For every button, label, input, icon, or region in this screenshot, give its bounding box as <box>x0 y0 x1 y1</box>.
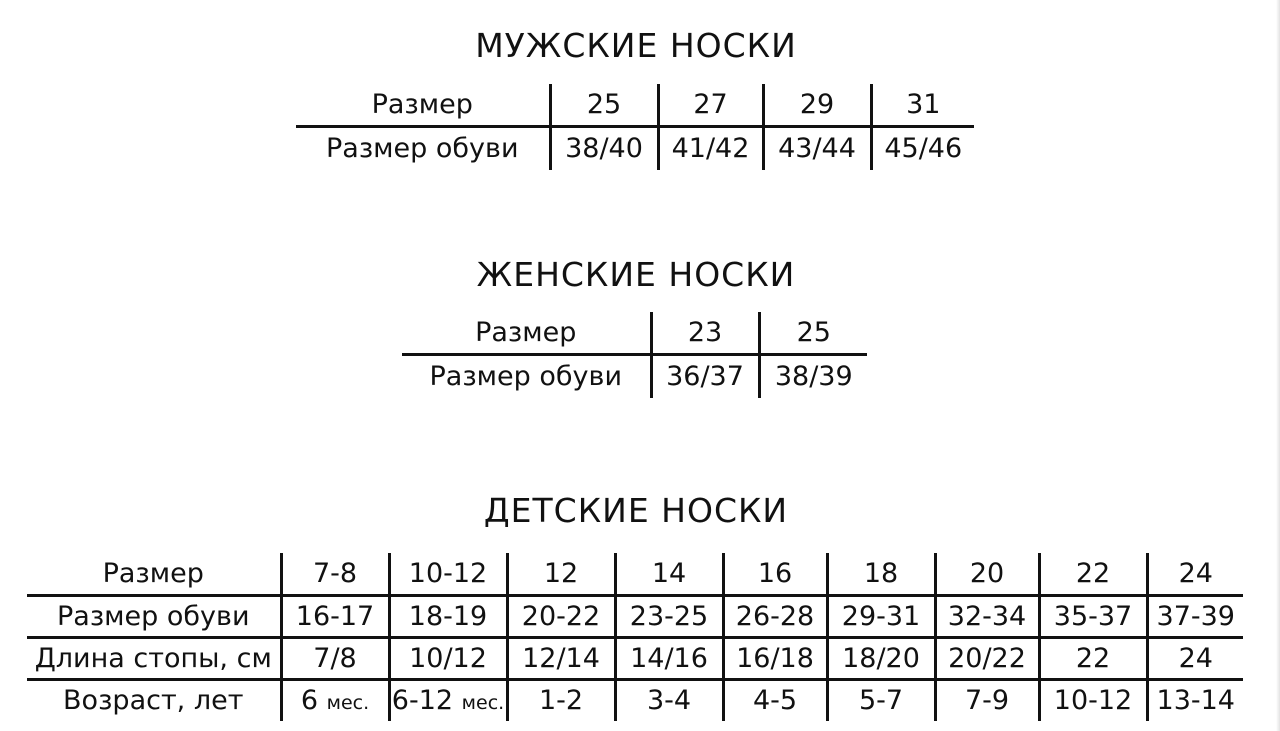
table-row <box>27 595 1243 637</box>
shoe-size-cell: 32-34 <box>935 595 1039 637</box>
age-cell: 3-4 <box>615 679 723 721</box>
foot-length-cell: 16/18 <box>723 637 827 679</box>
age-value: 6 <box>300 685 319 717</box>
age-cell: 10-12 <box>1039 679 1147 721</box>
size-cell: 23 <box>651 312 759 354</box>
size-cell: 20 <box>935 553 1039 595</box>
size-cell: 14 <box>615 553 723 595</box>
page-edge-shadow <box>1276 0 1280 731</box>
row-label: Размер <box>402 312 651 354</box>
shoe-size-cell: 45/46 <box>871 126 974 170</box>
size-cell: 12 <box>507 553 615 595</box>
foot-length-cell: 14/16 <box>615 637 723 679</box>
size-cell: 25 <box>759 312 867 354</box>
shoe-size-cell: 23-25 <box>615 595 723 637</box>
foot-length-cell: 7/8 <box>281 637 389 679</box>
size-cell: 10-12 <box>389 553 507 595</box>
row-label: Размер обуви <box>27 595 281 637</box>
shoe-size-cell: 18-19 <box>389 595 507 637</box>
table-row <box>27 679 1243 721</box>
age-cell <box>389 679 507 721</box>
shoe-size-cell: 26-28 <box>723 595 827 637</box>
row-label: Размер <box>27 553 281 595</box>
table-row <box>27 637 1243 679</box>
size-cell: 7-8 <box>281 553 389 595</box>
size-cell: 27 <box>658 84 763 126</box>
age-value: 6-12 <box>391 685 454 717</box>
size-cell: 29 <box>763 84 871 126</box>
women-size-table <box>402 312 867 398</box>
size-cell: 31 <box>871 84 974 126</box>
shoe-size-cell: 35-37 <box>1039 595 1147 637</box>
table-row <box>296 126 974 170</box>
men-socks-title: МУЖСКИЕ НОСКИ <box>475 26 797 65</box>
shoe-size-cell: 16-17 <box>281 595 389 637</box>
row-label: Размер <box>296 84 550 126</box>
size-cell: 25 <box>550 84 658 126</box>
shoe-size-cell: 20-22 <box>507 595 615 637</box>
row-label: Размер обуви <box>402 354 651 398</box>
shoe-size-cell: 38/40 <box>550 126 658 170</box>
row-label: Длина стопы, см <box>27 637 281 679</box>
shoe-size-cell: 41/42 <box>658 126 763 170</box>
table-row <box>27 553 1243 595</box>
size-cell: 16 <box>723 553 827 595</box>
size-cell: 24 <box>1147 553 1243 595</box>
table-row <box>402 354 867 398</box>
foot-length-cell: 10/12 <box>389 637 507 679</box>
age-cell: 7-9 <box>935 679 1039 721</box>
shoe-size-cell: 43/44 <box>763 126 871 170</box>
men-size-table <box>296 84 974 170</box>
shoe-size-cell: 36/37 <box>651 354 759 398</box>
age-cell: 13-14 <box>1147 679 1243 721</box>
shoe-size-cell: 29-31 <box>827 595 935 637</box>
table-row <box>296 84 974 126</box>
size-cell: 18 <box>827 553 935 595</box>
kids-size-table <box>27 553 1243 721</box>
foot-length-cell: 20/22 <box>935 637 1039 679</box>
row-label: Возраст, лет <box>27 679 281 721</box>
foot-length-cell: 18/20 <box>827 637 935 679</box>
age-unit: мес. <box>326 692 370 715</box>
age-cell: 1-2 <box>507 679 615 721</box>
foot-length-cell: 22 <box>1039 637 1147 679</box>
kids-socks-title: ДЕТСКИЕ НОСКИ <box>483 491 789 530</box>
row-label: Размер обуви <box>296 126 550 170</box>
age-cell <box>281 679 389 721</box>
shoe-size-cell: 37-39 <box>1147 595 1243 637</box>
age-cell: 5-7 <box>827 679 935 721</box>
foot-length-cell: 12/14 <box>507 637 615 679</box>
table-row <box>402 312 867 354</box>
age-unit: мес. <box>461 692 505 715</box>
foot-length-cell: 24 <box>1147 637 1243 679</box>
age-cell: 4-5 <box>723 679 827 721</box>
shoe-size-cell: 38/39 <box>759 354 867 398</box>
women-socks-title: ЖЕНСКИЕ НОСКИ <box>476 255 796 294</box>
size-cell: 22 <box>1039 553 1147 595</box>
